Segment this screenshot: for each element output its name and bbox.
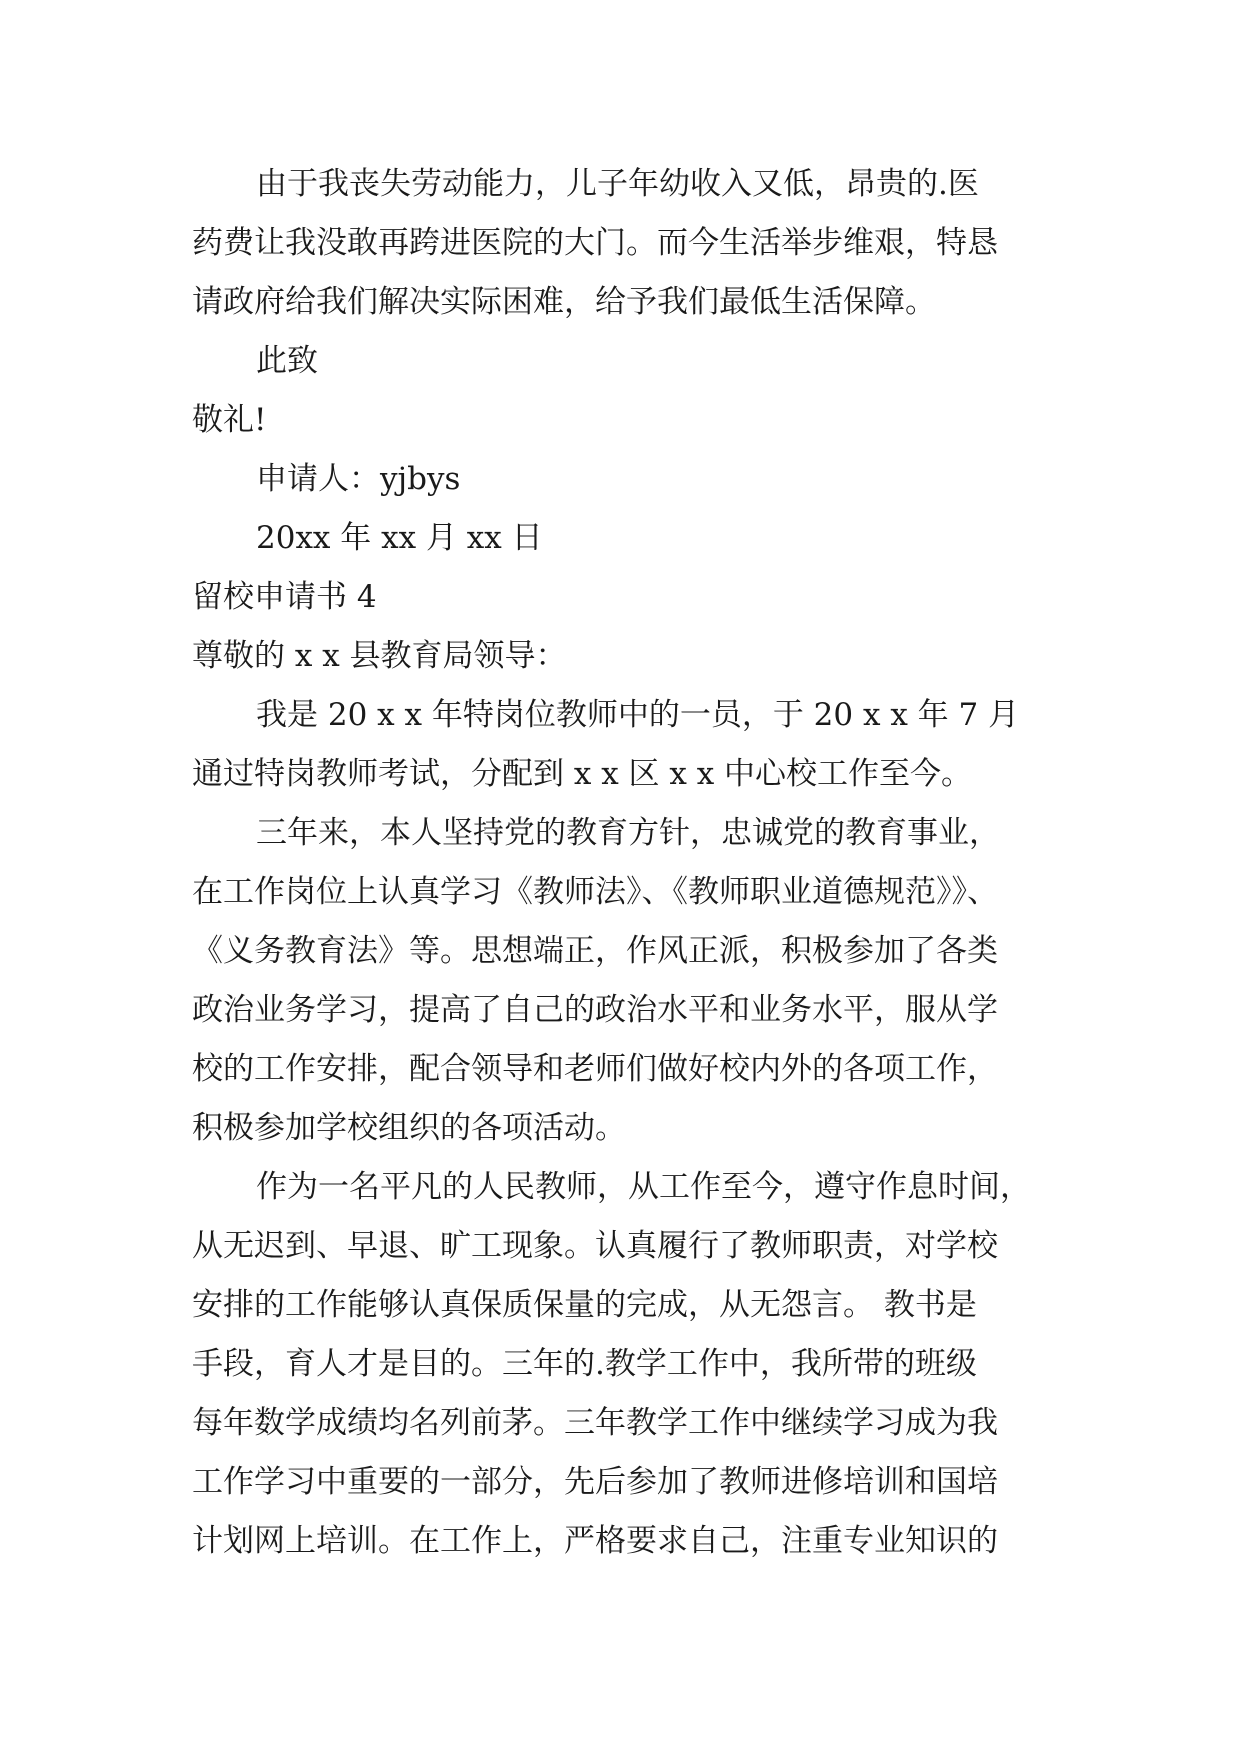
text-line: 我是 20 x x 年特岗位教师中的一员，于 20 x x 年 7 月 (256, 697, 1020, 733)
text-line: 每年数学成绩均名列前茅。三年教学工作中继续学习成为我 (192, 1405, 998, 1441)
date-line: 20xx 年 xx 月 xx 日 (256, 520, 543, 556)
closing-regards: 敬礼! (192, 402, 267, 438)
text-line: 积极参加学校组织的各项活动。 (192, 1110, 626, 1146)
text-line: 手段，育人才是目的。三年的.教学工作中，我所带的班级 (192, 1346, 977, 1382)
text-line: 在工作岗位上认真学习《教师法》、《教师职业道德规范》》、 (192, 874, 998, 910)
text-line: 工作学习中重要的一部分，先后参加了教师进修培训和国培 (192, 1464, 998, 1500)
section-title: 留校申请书 4 (192, 579, 377, 615)
text-line: 药费让我没敢再跨进医院的大门。而今生活举步维艰，特恳 (192, 225, 998, 261)
text-line: 从无迟到、早退、旷工现象。认真履行了教师职责，对学校 (192, 1228, 998, 1264)
text-line: 通过特岗教师考试，分配到 x x 区 x x 中心校工作至今。 (192, 756, 973, 792)
text-line: 安排的工作能够认真保质保量的完成，从无怨言。 教书是 (192, 1287, 977, 1323)
text-line: 《义务教育法》等。思想端正，作风正派，积极参加了各类 (192, 933, 998, 969)
recipient-greeting: 尊敬的 x x 县教育局领导： (192, 638, 567, 674)
text-line: 三年来，本人坚持党的教育方针，忠诚党的教育事业， (256, 815, 1000, 851)
text-line: 校的工作安排，配合领导和老师们做好校内外的各项工作， (192, 1051, 998, 1087)
applicant-signature: 申请人：yjbys (256, 461, 461, 497)
text-line: 计划网上培训。在工作上，严格要求自己，注重专业知识的 (192, 1523, 998, 1559)
text-line: 政治业务学习，提高了自己的政治水平和业务水平，服从学 (192, 992, 998, 1028)
text-line: 请政府给我们解决实际困难，给予我们最低生活保障。 (192, 284, 936, 320)
text-line: 作为一名平凡的人民教师，从工作至今，遵守作息时间， (256, 1169, 1031, 1205)
text-line: 由于我丧失劳动能力，儿子年幼收入又低，昂贵的.医 (256, 166, 979, 202)
closing-salutation: 此致 (256, 343, 318, 379)
